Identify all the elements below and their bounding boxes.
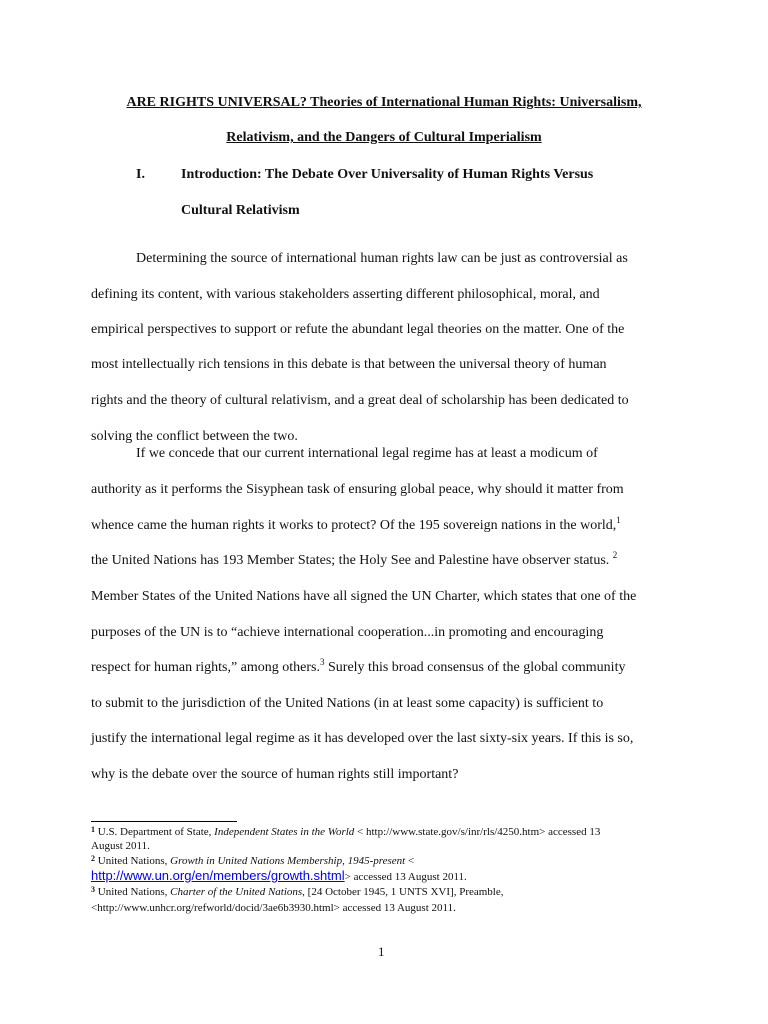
paragraph-2-line: justify the international legal regime as it has developed over the last sixty-six years. If this is so, (91, 731, 634, 746)
footnote-2 (91, 855, 414, 867)
paragraph-1-line: most intellectually rich tensions in this debate is that between the universal theory of human (91, 357, 607, 372)
paragraph-1-line: solving the conflict between the two. (91, 429, 298, 444)
footnote-1 (91, 826, 600, 838)
document-title-line-1: ARE RIGHTS UNIVERSAL? Theories of International Human Rights: Universalism, (126, 95, 642, 110)
footnote-link[interactable]: http://www.un.org/en/members/growth.shtml (91, 868, 345, 883)
paragraph-1-line: rights and the theory of cultural relativism, and a great deal of scholarship has been dedicated to (91, 393, 629, 408)
paragraph-1-line: empirical perspectives to support or refute the abundant legal theories on the matter. One of the (91, 322, 625, 337)
footnote-text: United Nations, (95, 855, 171, 867)
footnote-text: < (405, 855, 415, 867)
footnote-3-continued: <http://www.unhcr.org/refworld/docid/3ae6b3930.html> accessed 13 August 2011. (91, 902, 456, 914)
footnote-ref-2[interactable]: 2 (612, 550, 618, 560)
paragraph-2-line (91, 515, 621, 534)
paragraph-2-line: Member States of the United Nations have all signed the UN Charter, which states that one of the (91, 589, 637, 604)
footnote-number: 1 (91, 825, 95, 834)
footnote-text: U.S. Department of State, (95, 826, 215, 838)
paragraph-1-line: defining its content, with various stakeholders asserting different philosophical, moral, and (91, 287, 600, 302)
footnote-1-continued: August 2011. (91, 840, 150, 852)
paragraph-2-line (91, 550, 618, 569)
footnote-text: , [24 October 1945, 1 UNTS XVI], Preamble, (302, 886, 504, 898)
paragraph-2-line: purposes of the UN is to “achieve international cooperation...in promoting and encouraging (91, 625, 604, 640)
footnote-text: > accessed 13 August 2011. (344, 871, 467, 883)
footnote-ref-1[interactable]: 1 (616, 515, 621, 525)
document-title-line-2: Relativism, and the Dangers of Cultural Imperialism (226, 130, 542, 145)
footnote-source-title: Independent States in the World (214, 826, 355, 838)
section-title-line-2: Cultural Relativism (181, 203, 300, 218)
paragraph-2-text: respect for human rights,” among others. (91, 660, 320, 675)
footnote-2-continued (91, 868, 467, 883)
footnote-number: 3 (91, 885, 95, 894)
page-number: 1 (378, 944, 385, 959)
footnote-separator (91, 821, 237, 822)
section-title-line-1: Introduction: The Debate Over Universality of Human Rights Versus (181, 167, 594, 182)
footnote-3 (91, 886, 504, 898)
footnote-source-title: Charter of the United Nations (170, 886, 303, 898)
paragraph-2-line: to submit to the jurisdiction of the United Nations (in at least some capacity) is sufficient to (91, 696, 604, 711)
section-number: I. (136, 167, 145, 182)
paragraph-2-line: why is the debate over the source of human rights still important? (91, 767, 459, 782)
paragraph-1-line: Determining the source of international human rights law can be just as controversial as (136, 251, 628, 266)
paragraph-2-text: the United Nations has 193 Member States; the Holy See and Palestine have observer status. (91, 553, 613, 568)
paragraph-2-text: Surely this broad consensus of the global community (324, 660, 626, 675)
footnote-ref-3[interactable]: 3 (320, 657, 325, 667)
footnote-number: 2 (91, 854, 95, 863)
paragraph-2-line (91, 657, 626, 676)
footnote-text: United Nations, (95, 886, 171, 898)
footnote-text: < http://www.state.gov/s/inr/rls/4250.htm> accessed 13 (354, 826, 601, 838)
paragraph-2-line: If we concede that our current international legal regime has at least a modicum of (136, 446, 598, 461)
paragraph-2-text: whence came the human rights it works to protect? Of the 195 sovereign nations in the world, (91, 518, 617, 533)
paragraph-2-line: authority as it performs the Sisyphean task of ensuring global peace, why should it matter from (91, 482, 624, 497)
footnote-source-title: Growth in United Nations Membership, 1945-present (170, 855, 406, 867)
